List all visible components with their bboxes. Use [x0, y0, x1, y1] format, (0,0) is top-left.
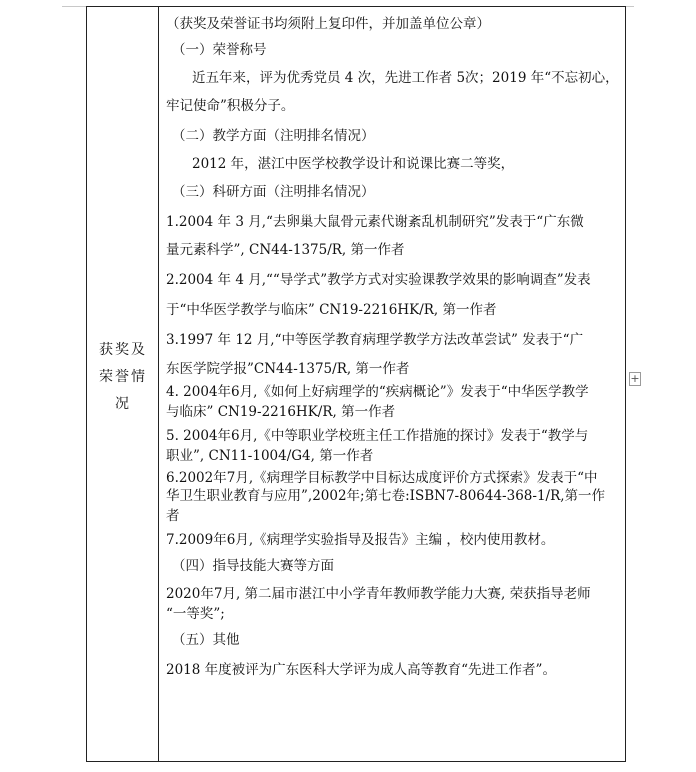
- research-6-line-1: 6.2002年7月,《病理学目标教学中目标达成度评价方式探索》发表于“中: [166, 470, 598, 486]
- section-other-heading: （五）其他: [172, 632, 240, 648]
- content-cell[interactable]: [166, 14, 622, 682]
- section-honors-heading: （一）荣誉称号: [172, 42, 267, 58]
- row-label-line-2: 荣誉情: [99, 369, 147, 385]
- research-5-line-1: 5. 2004年6月,《中等职业学校班主任工作措施的探讨》发表于“教学与: [166, 428, 589, 444]
- row-label: [95, 337, 151, 418]
- research-2-line-1: 2.2004 年 4 月,““导学式”教学方式对实验课教学效果的影响调查”发表: [166, 272, 591, 288]
- teaching-line-1: 2012 年，湛江中医学校教学设计和说课比赛二等奖，: [192, 156, 515, 172]
- section-research-heading: （三）科研方面（注明排名情况）: [172, 184, 375, 200]
- attachment-note: （获奖及荣誉证书均须附上复印件，并加盖单位公章）: [166, 16, 490, 32]
- research-6-line-2: 华卫生职业教育与应用”,2002年;第七卷:ISBN7-80644-368-1/R,第一作: [166, 488, 606, 504]
- section-teaching-heading: （二）教学方面（注明排名情况）: [172, 128, 375, 144]
- research-1-line-2: 量元素科学”, CN44-1375/R, 第一作者: [166, 242, 405, 258]
- awards-table: [86, 6, 626, 762]
- research-7-line-1: 7.2009年6月,《病理学实验指导及报告》主编 ，校内使用教材。: [166, 532, 555, 548]
- research-3-line-1: 3.1997 年 12 月,“中等医学教育病理学教学方法改革尝试” 发表于“广: [166, 332, 584, 348]
- label-column: [87, 7, 159, 761]
- competition-line-2: “一等奖”;: [166, 606, 225, 622]
- research-1-line-1: 1.2004 年 3 月,“去卵巢大鼠骨元素代谢紊乱机制研究”发表于“广东微: [166, 214, 584, 230]
- row-label-line-3: 况: [115, 396, 131, 412]
- row-label-line-1: 获奖及: [99, 342, 147, 358]
- research-4-line-2: 与临床” CN19-2216HK/R, 第一作者: [166, 404, 396, 420]
- research-6-line-3: 者: [166, 508, 180, 524]
- section-competition-heading: （四）指导技能大赛等方面: [172, 558, 334, 574]
- competition-line-1: 2020年7月, 第二届市湛江中小学青年教师教学能力大赛, 荣获指导老师: [166, 586, 591, 602]
- research-2-line-2: 于“中华医学教学与临床” CN19-2216HK/R, 第一作者: [166, 302, 497, 318]
- table-add-column-handle[interactable]: +: [630, 372, 640, 385]
- research-3-line-2: 东医学院学报”CN44-1375/R, 第一作者: [166, 361, 410, 377]
- honors-line-1: 近五年来，评为优秀党员 4 次，先进工作者 5次；2019 年“不忘初心，: [192, 70, 619, 86]
- research-5-line-2: 职业”, CN11-1004/G4, 第一作者: [166, 448, 374, 464]
- honors-line-2: 牢记使命”积极分子。: [166, 98, 295, 114]
- other-line-1: 2018 年度被评为广东医科大学评为成人高等教育“先进工作者”。: [166, 662, 556, 678]
- research-4-line-1: 4. 2004年6月,《如何上好病理学的“疾病概论”》发表于“中华医学教学: [166, 384, 589, 400]
